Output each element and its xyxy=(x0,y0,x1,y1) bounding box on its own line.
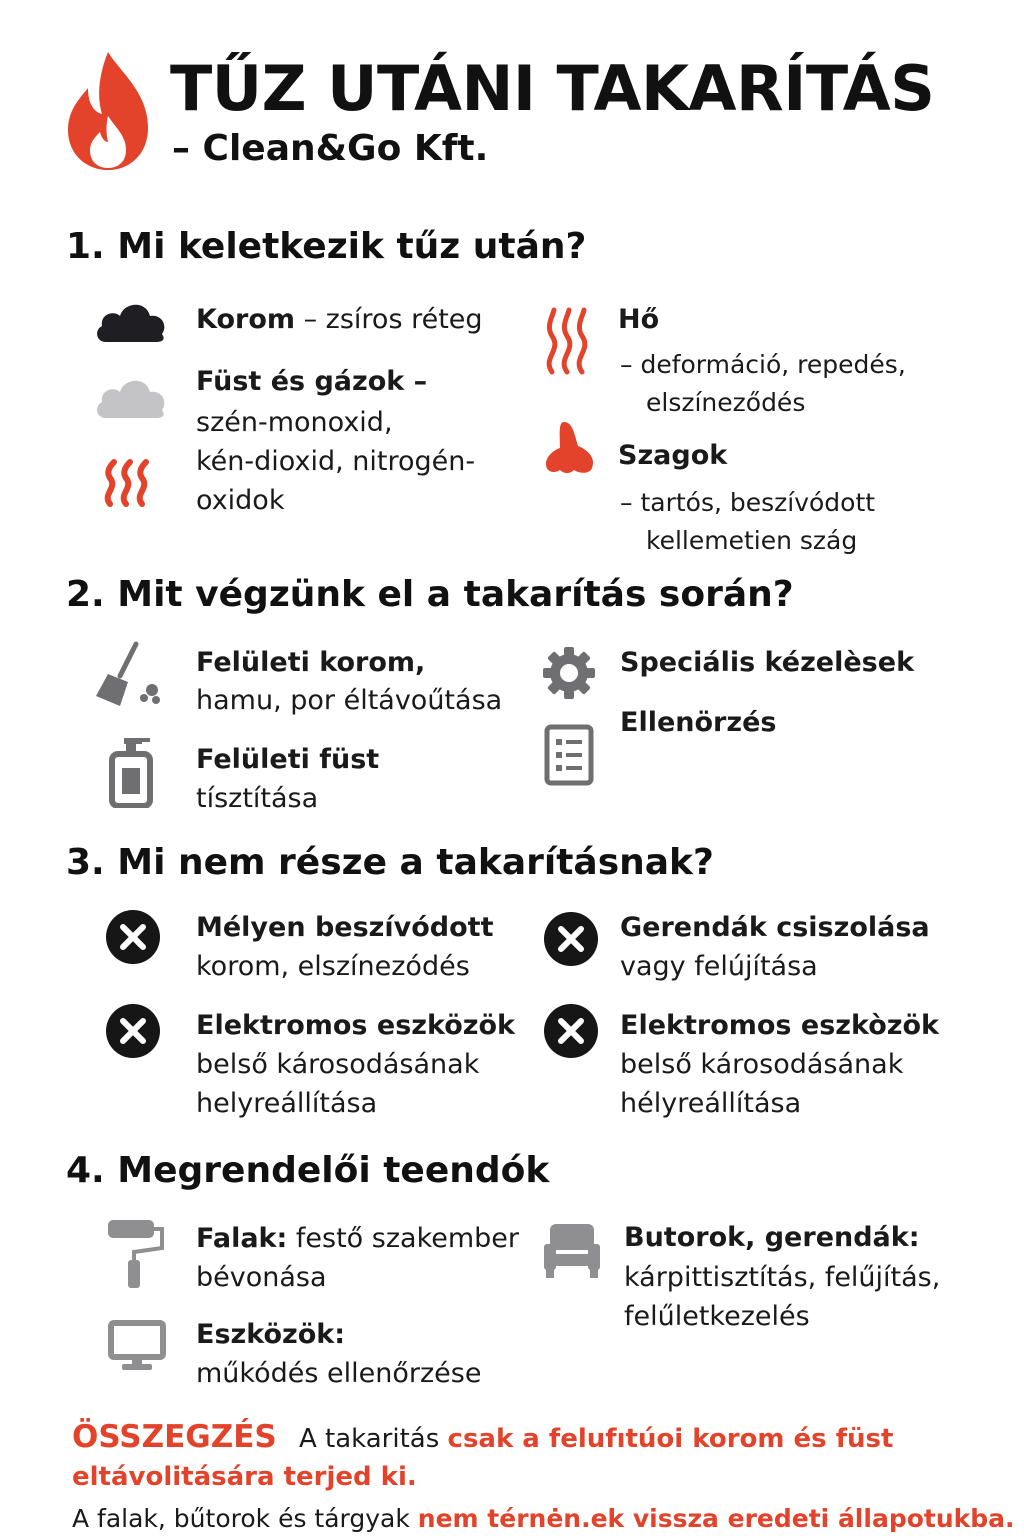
monitor-icon xyxy=(108,1320,166,1376)
gear-icon xyxy=(542,646,596,704)
checklist-icon xyxy=(544,724,594,790)
company-name: – Clean&Go Kft. xyxy=(172,128,489,169)
excluded-item-3-line-3: helyreállítása xyxy=(196,1088,378,1119)
excluded-item-3-line-2: belső károsodásának xyxy=(196,1049,480,1080)
summary-text-3: A falak, bűtorok és tárgyak xyxy=(72,1504,410,1533)
section1-heading: 1. Mi keletkezik tűz után? xyxy=(66,226,587,267)
devices-desc: műkódés ellenőrzése xyxy=(196,1358,482,1389)
x-circle-icon xyxy=(544,912,598,970)
heat-waves-icon xyxy=(100,458,156,512)
ho-line-1: – deformáció, repedés, xyxy=(620,350,906,379)
summary-title: ÖSSZEGZÉS xyxy=(72,1419,277,1455)
summary-text-1: A takaritás xyxy=(298,1424,440,1454)
excluded-item-4-line-3: hélyreállítása xyxy=(620,1088,802,1119)
furniture-label: Butorok, gerendák: xyxy=(624,1222,920,1253)
furniture-line-1: kárpittisztítás, felűjítás, xyxy=(624,1262,941,1293)
walls-label: Falak: xyxy=(196,1223,288,1254)
summary-highlight-3: nem térnėn.ek vissza eredeti állapotukba. xyxy=(417,1504,1015,1533)
flame-icon xyxy=(62,50,154,172)
excluded-item-1-line-1: Mélyen beszívódott xyxy=(196,912,494,943)
ho-label: Hő xyxy=(618,304,660,335)
grey-cloud-icon xyxy=(92,372,168,426)
excluded-item-4-line-1: Elektromos eszkòzök xyxy=(620,1010,939,1041)
excluded-item-4-line-2: belső károsodásának xyxy=(620,1049,904,1080)
fust-line-3: oxidok xyxy=(196,485,285,516)
summary-line-1 xyxy=(72,1420,893,1456)
surface-smoke-desc: tísztítása xyxy=(196,783,319,814)
page-title: TŰZ UTÁNI TAKARÍTÁS xyxy=(170,52,935,125)
special-treatment-label: Speciális kézelèsek xyxy=(620,647,915,678)
devices-label: Eszközök: xyxy=(196,1319,346,1350)
paint-roller-icon xyxy=(106,1218,166,1294)
excluded-item-1-line-2: korom, elszínezódés xyxy=(196,951,470,982)
spray-bottle-icon xyxy=(108,736,154,812)
szagok-line-2: kellemetien szág xyxy=(646,526,858,555)
szagok-label: Szagok xyxy=(618,440,728,471)
fust-label: Füst és gázok – xyxy=(196,366,428,397)
summary-line-3 xyxy=(72,1502,1015,1536)
nose-icon xyxy=(544,420,596,480)
korom-item xyxy=(196,300,483,339)
summary-highlight-1: csak a felufıtúoi korom és füst xyxy=(447,1424,894,1454)
section2-heading: 2. Mit végzünk el a takarítás során? xyxy=(66,574,794,615)
fust-line-2: kén-dioxid, nitrogén- xyxy=(196,446,476,477)
broom-icon xyxy=(92,640,168,714)
korom-desc: – zsíros réteg xyxy=(303,304,483,335)
x-circle-icon xyxy=(106,1004,160,1062)
inspection-label: Ellenörzés xyxy=(620,707,777,738)
walls-item xyxy=(196,1219,519,1258)
summary-highlight-2: eltávolitására terjed ki. xyxy=(72,1462,417,1492)
armchair-icon xyxy=(542,1222,602,1284)
furniture-line-2: felűletkezelés xyxy=(624,1301,810,1332)
surface-smoke-label: Felületi füst xyxy=(196,744,380,775)
walls-desc-2: bévonása xyxy=(196,1262,327,1293)
szagok-line-1: – tartós, beszívódott xyxy=(620,488,876,517)
surface-soot-desc: hamu, por éltávoűtása xyxy=(196,685,503,716)
x-circle-icon xyxy=(106,910,160,968)
walls-desc-1: festő szakember xyxy=(295,1223,519,1254)
excluded-item-2-line-1: Gerendák csiszolása xyxy=(620,912,930,943)
excluded-item-3-line-1: Elektromos eszközök xyxy=(196,1010,515,1041)
surface-soot-label: Felületi korom, xyxy=(196,647,426,678)
section3-heading: 3. Mi nem része a takarításnak? xyxy=(66,842,714,883)
dark-cloud-icon xyxy=(92,296,168,350)
section4-heading: 4. Megrendelői teendók xyxy=(66,1150,550,1191)
x-circle-icon xyxy=(544,1004,598,1062)
heat-waves-icon xyxy=(542,306,592,380)
korom-label: Korom xyxy=(196,304,295,335)
ho-line-2: elszíneződés xyxy=(646,388,806,417)
fust-line-1: szén-monoxid, xyxy=(196,407,393,438)
excluded-item-2-line-2: vagy felújítása xyxy=(620,951,818,982)
